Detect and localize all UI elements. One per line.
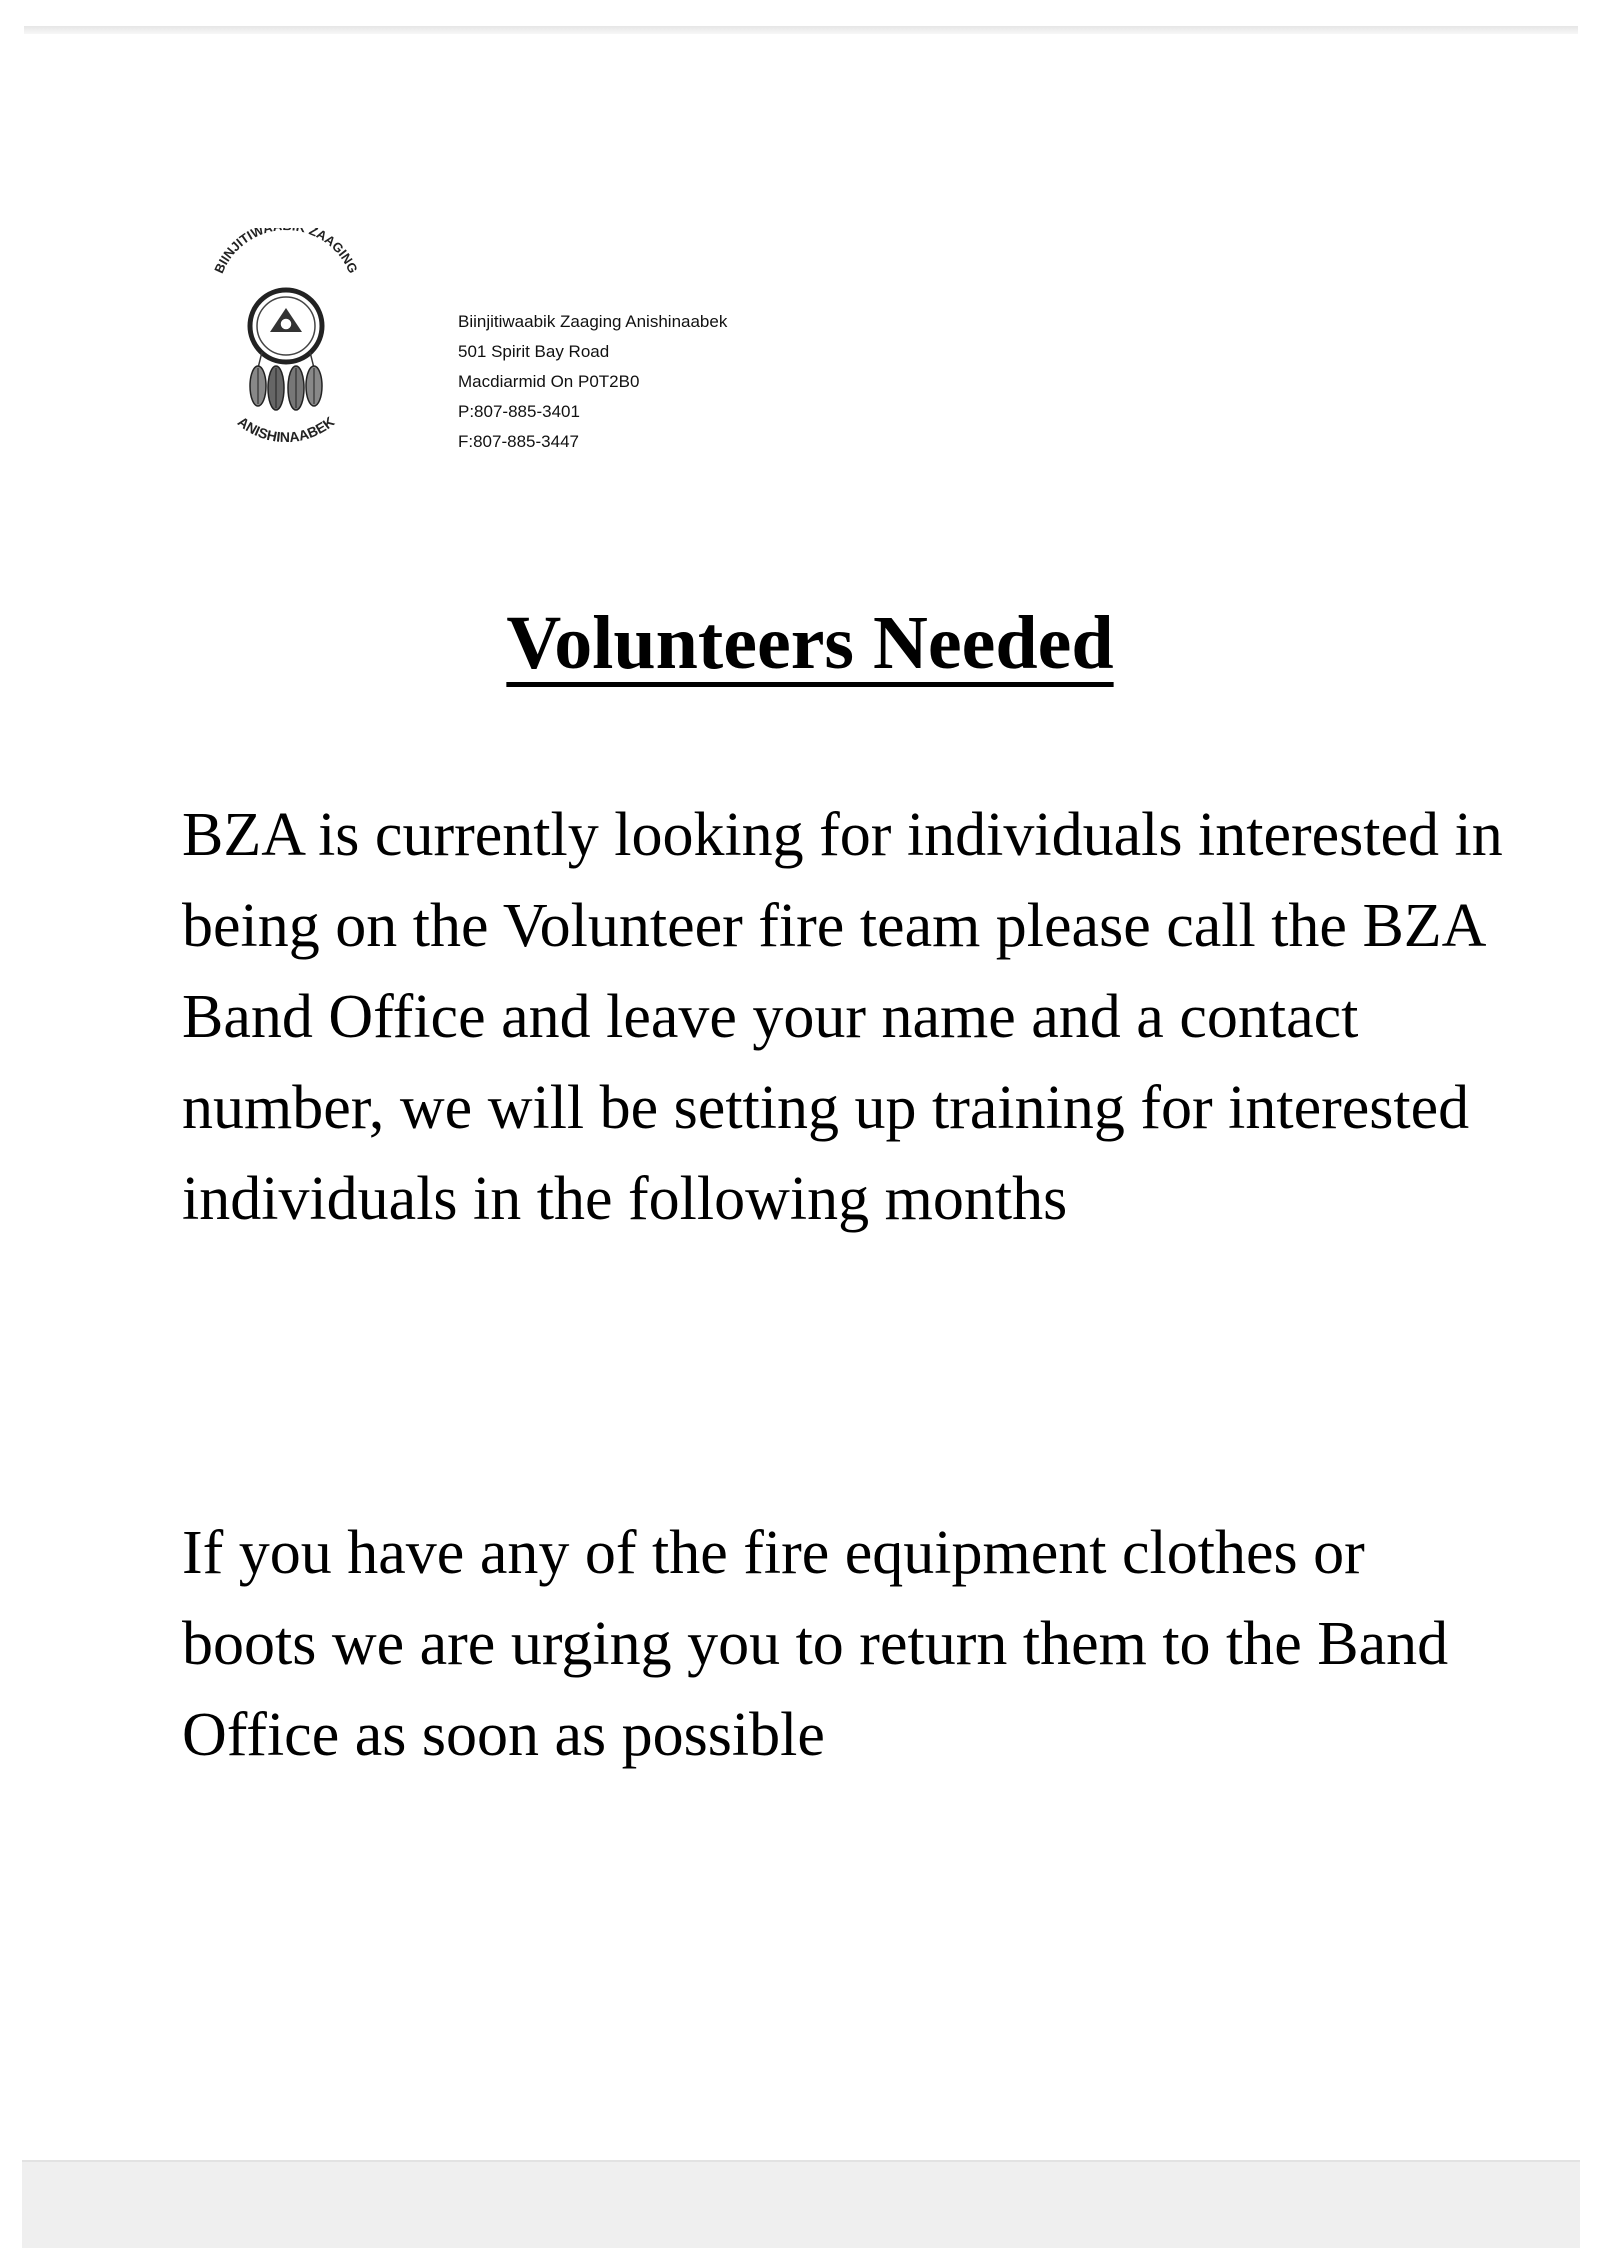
scan-bottom-edge bbox=[22, 2160, 1580, 2248]
org-fax: F:807-885-3447 bbox=[458, 432, 579, 451]
org-name: Biinjitiwaabik Zaaging Anishinaabek bbox=[458, 312, 728, 331]
scan-top-edge bbox=[24, 26, 1578, 34]
org-logo bbox=[196, 228, 376, 448]
notice-paragraph-equipment: If you have any of the fire equipment clothes or boots we are urging you to return them to the Band Office as soon as possible bbox=[182, 1519, 1449, 1769]
notice-title: Volunteers Needed bbox=[506, 601, 1114, 685]
svg-text:ANISHINAABEK: ANISHINAABEK bbox=[234, 413, 338, 446]
org-phone: P:807-885-3401 bbox=[458, 402, 580, 421]
notice-paragraph-volunteers: BZA is currently looking for individuals interested in being on the Volunteer fire team please call the BZA Band Office and leave your name and a contact number, we will be setting up training for interested individuals in the following months bbox=[182, 801, 1503, 1233]
svg-text:BIINJITIWAABIK ZAAGING: BIINJITIW ZAAGING bbox=[211, 228, 361, 276]
org-city: Macdiarmid On P0T2B0 bbox=[458, 372, 640, 391]
org-address: 501 Spirit Bay Road bbox=[458, 342, 610, 361]
letterhead-address bbox=[458, 307, 727, 457]
dreamcatcher-logo-icon bbox=[196, 228, 376, 448]
